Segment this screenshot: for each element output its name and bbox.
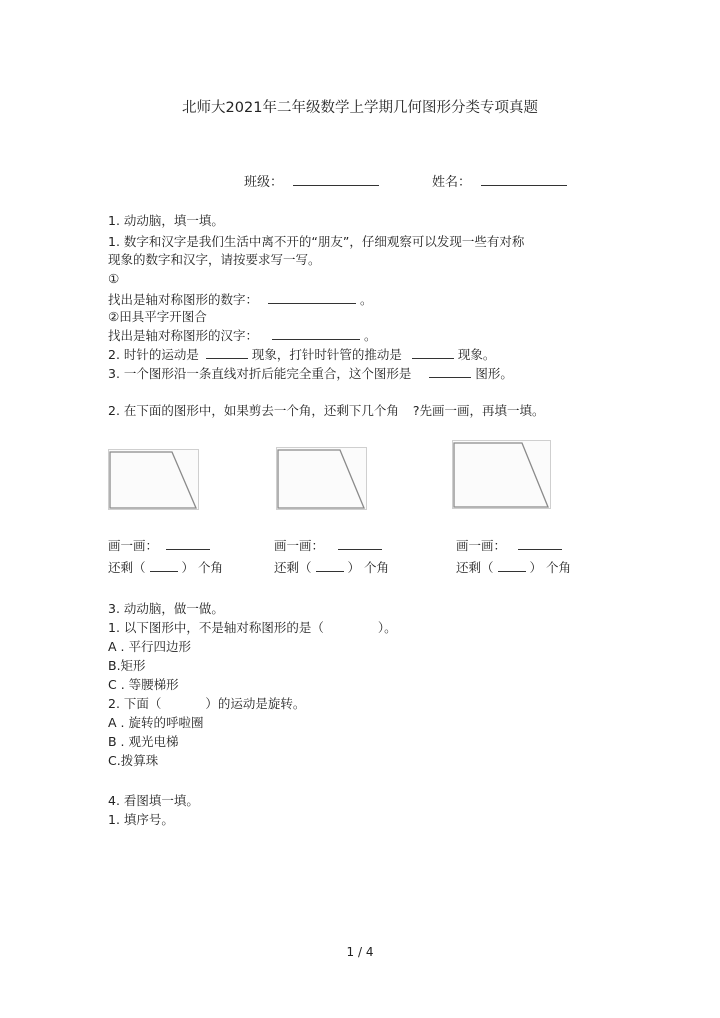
remain-blank[interactable] bbox=[150, 558, 178, 572]
draw-blank[interactable] bbox=[518, 536, 562, 550]
section3-heading: 3. 动动脑，做一做。 bbox=[108, 601, 224, 616]
remain-post: ） 个角 bbox=[347, 560, 389, 575]
trapezoid-shape-1 bbox=[108, 449, 200, 511]
section4-heading: 4. 看图填一填。 bbox=[108, 793, 199, 808]
q3-post: 图形。 bbox=[475, 366, 513, 381]
class-blank[interactable] bbox=[293, 172, 379, 186]
section1-q2 bbox=[108, 345, 495, 364]
circle-one-marker: ① bbox=[108, 271, 120, 286]
option-a: A . 平行四边形 bbox=[108, 639, 191, 654]
section1-q3 bbox=[108, 364, 513, 383]
draw-blank[interactable] bbox=[338, 536, 382, 550]
option-c: C.拨算珠 bbox=[108, 753, 159, 768]
remain-pre: 还剩（ bbox=[108, 560, 146, 575]
chars-blank[interactable] bbox=[272, 326, 360, 340]
section2-heading-text: 2. 在下面的图形中，如果剪去一个角，还剩下几个角 bbox=[108, 403, 399, 418]
find-digits-line bbox=[108, 290, 373, 309]
section1-q1-line1: 1. 数字和汉字是我们生活中离不开的“朋友”，仔细观察可以发现一些有对称 bbox=[108, 234, 525, 249]
remain-2 bbox=[274, 558, 389, 577]
remain-pre: 还剩（ bbox=[456, 560, 494, 575]
remain-pre: 还剩（ bbox=[274, 560, 312, 575]
name-blank[interactable] bbox=[481, 172, 567, 186]
clock-blank[interactable] bbox=[206, 345, 248, 359]
remain-post: ） 个角 bbox=[529, 560, 571, 575]
option-b: B.矩形 bbox=[108, 658, 146, 673]
period: 。 bbox=[359, 292, 373, 307]
draw-text: 画一画： bbox=[108, 538, 159, 553]
q3-pre: 3. 一个图形沿一条直线对折后能完全重合，这个图形是 bbox=[108, 366, 412, 381]
option-a: A . 旋转的呼啦圈 bbox=[108, 715, 204, 730]
q1-post: ）。 bbox=[377, 620, 397, 635]
remain-1 bbox=[108, 558, 223, 577]
q2-pre: 2. 时针的运动是 bbox=[108, 347, 199, 362]
q2-pre: 2. 下面（ bbox=[108, 696, 162, 711]
remain-3 bbox=[456, 558, 571, 577]
draw-text: 画一画： bbox=[274, 538, 325, 553]
section2-heading bbox=[108, 402, 545, 420]
name-label: 姓名： bbox=[432, 175, 472, 190]
option-b: B . 观光电梯 bbox=[108, 734, 179, 749]
syringe-blank[interactable] bbox=[412, 345, 454, 359]
section2-heading-tail: ?先画一画，再填一填。 bbox=[412, 403, 545, 418]
symmetry-blank[interactable] bbox=[429, 364, 471, 378]
class-label: 班级： bbox=[244, 175, 284, 190]
section3-q1 bbox=[108, 619, 397, 637]
circle-two-chars: ②田具平字开图合 bbox=[108, 309, 207, 324]
q1-pre: 1. 以下图形中，不是轴对称图形的是（ bbox=[108, 620, 324, 635]
name-field bbox=[432, 171, 567, 190]
draw-label-1 bbox=[108, 536, 210, 555]
class-field bbox=[244, 171, 379, 190]
q2-post: ）的运动是旋转。 bbox=[205, 696, 306, 711]
option-c: C . 等腰梯形 bbox=[108, 677, 179, 692]
draw-text: 画一画： bbox=[456, 538, 507, 553]
trapezoid-shape-2 bbox=[276, 447, 368, 511]
find-chars-line bbox=[108, 326, 377, 345]
remain-post: ） 个角 bbox=[181, 560, 223, 575]
trapezoid-shape-3 bbox=[452, 440, 552, 510]
remain-blank[interactable] bbox=[498, 558, 526, 572]
section1-q1-line2: 现象的数字和汉字，请按要求写一写。 bbox=[108, 252, 321, 267]
draw-blank[interactable] bbox=[166, 536, 210, 550]
draw-label-2 bbox=[274, 536, 382, 555]
q2-mid: 现象，打针时针管的推动是 bbox=[251, 347, 402, 362]
q2-post: 现象。 bbox=[457, 347, 496, 362]
digits-blank[interactable] bbox=[268, 290, 356, 304]
section4-q1: 1. 填序号。 bbox=[108, 812, 174, 827]
draw-label-3 bbox=[456, 536, 562, 555]
section1-heading: 1. 动动脑，填一填。 bbox=[108, 213, 224, 228]
period: 。 bbox=[363, 328, 377, 343]
section3-q2 bbox=[108, 695, 305, 713]
page-number: 1 / 4 bbox=[346, 945, 374, 959]
remain-blank[interactable] bbox=[316, 558, 344, 572]
find-chars-label: 找出是轴对称图形的汉字： bbox=[108, 328, 259, 343]
find-digits-label: 找出是轴对称图形的数字： bbox=[108, 292, 259, 307]
page-title: 北师大2021年二年级数学上学期几何图形分类专项真题 bbox=[182, 100, 538, 116]
